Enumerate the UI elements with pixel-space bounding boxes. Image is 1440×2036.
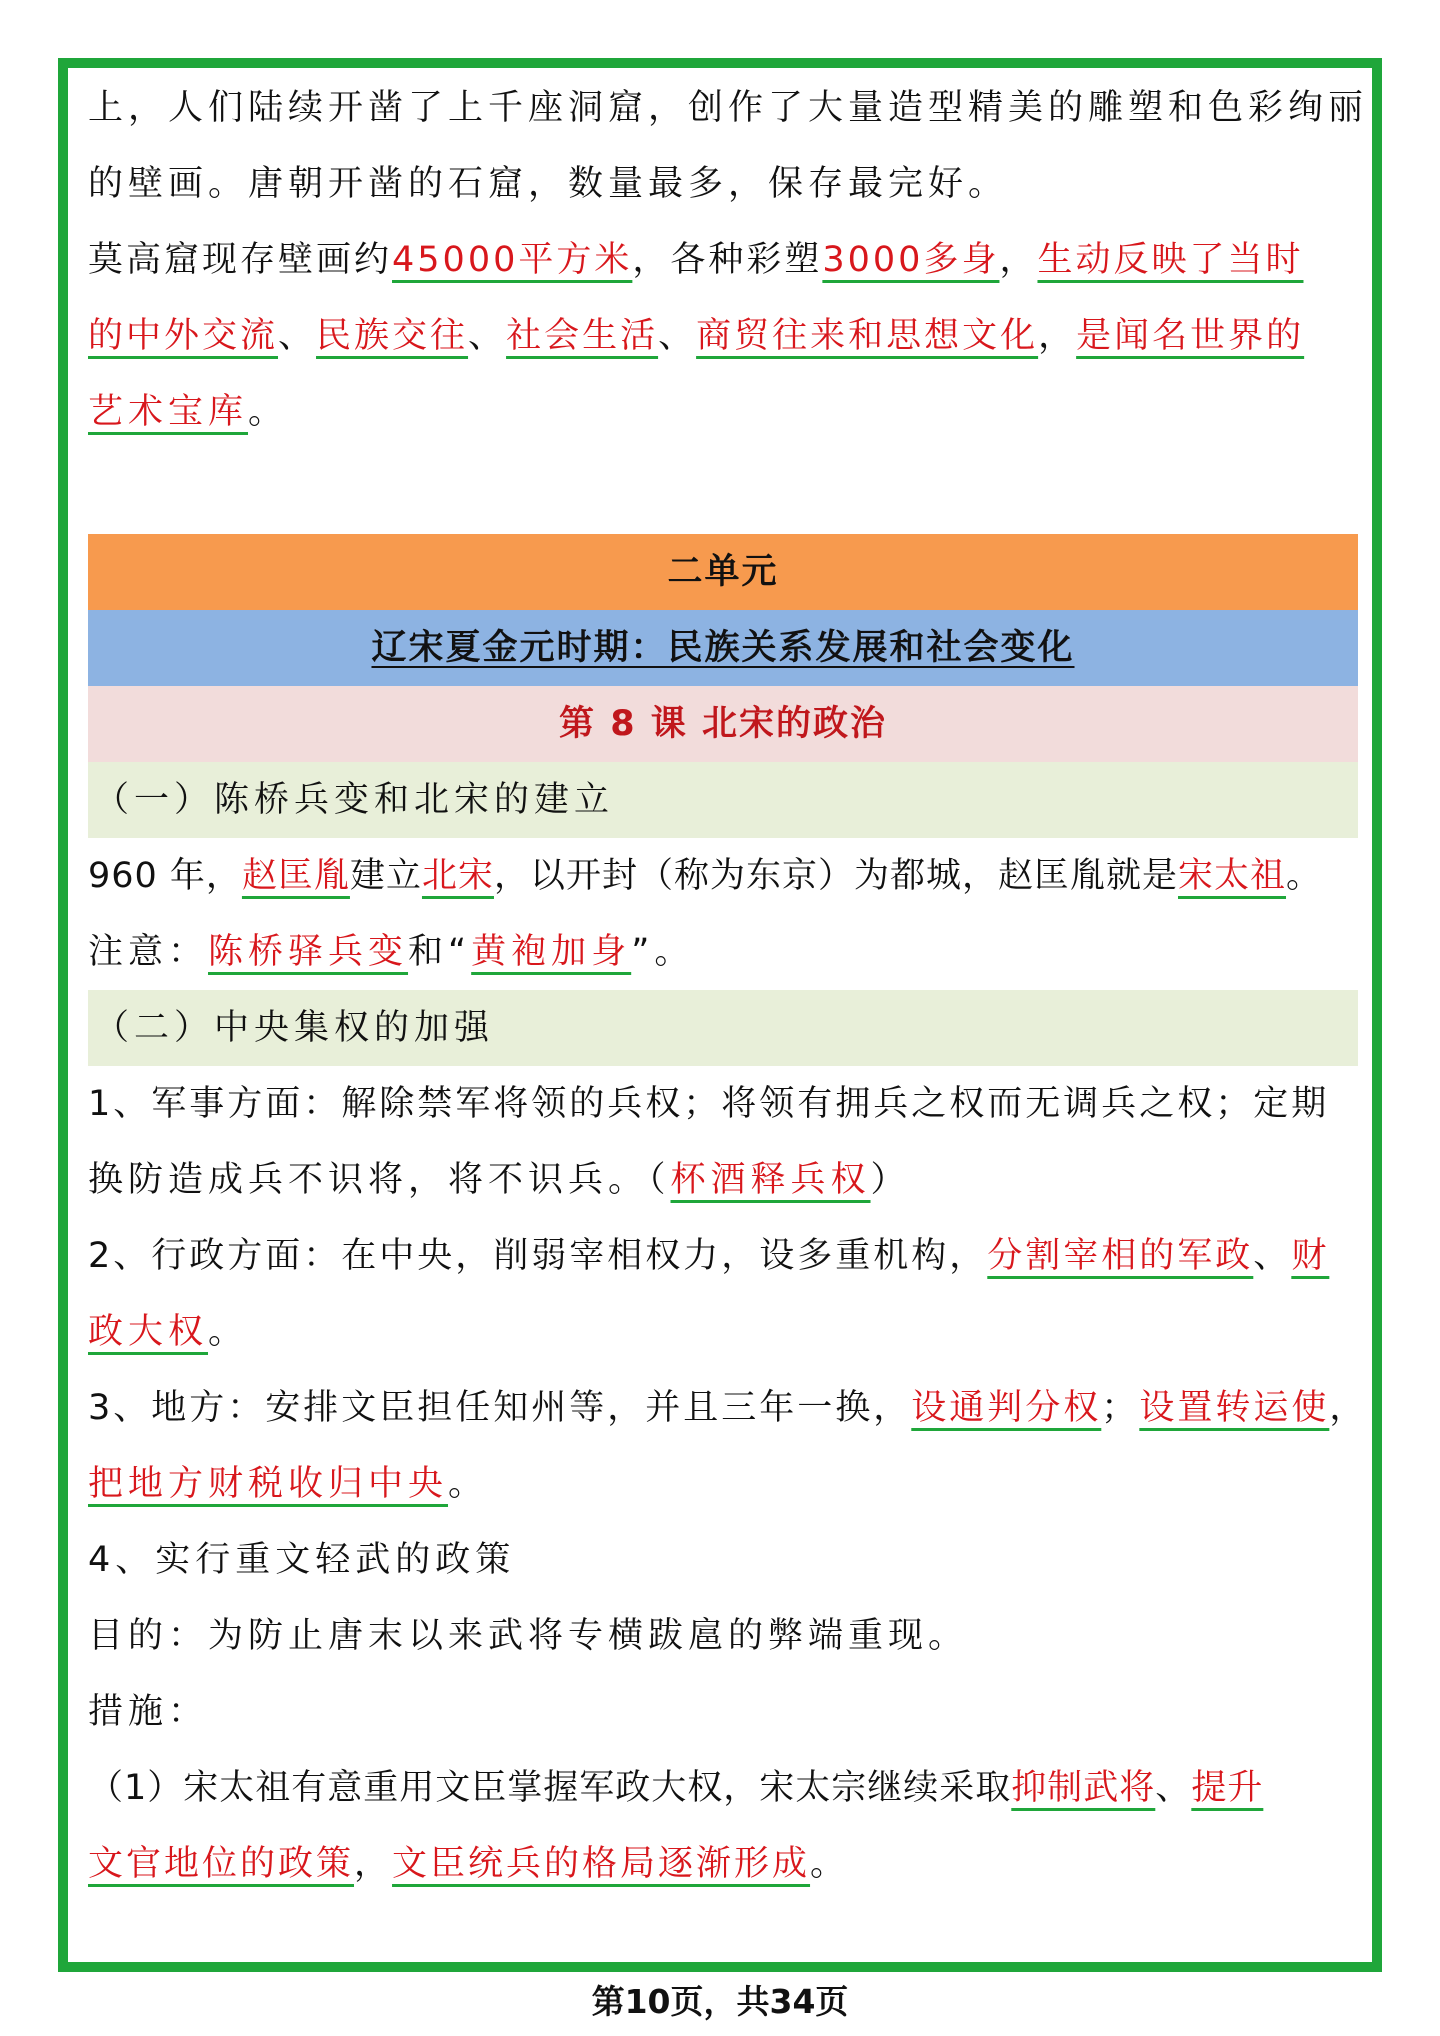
highlight-text: 社会生活 [506,316,659,356]
highlight-text: 民族交往 [316,316,469,356]
policy-measures-label: 措施： [88,1692,209,1732]
highlight-text: 抑制武将 [1011,1768,1156,1808]
mogao-line-2: 的中外交流、民族交往、社会生活、商贸往来和思想文化，是闻名世界的 [88,316,1305,356]
lesson-title: 第 8 课 北宋的政治 [88,686,1358,762]
policy-title: 4、实行重文轻武的政策 [88,1540,516,1580]
local-line-2: 把地方财税收归中央。 [88,1464,489,1504]
highlight-text: 文臣统兵的格局逐渐形成 [392,1844,811,1884]
highlight-text: 提升 [1191,1768,1264,1808]
section-heading-1: （一）陈桥兵变和北宋的建立 [88,762,1358,838]
unit-subtitle: 辽宋夏金元时期：民族关系发展和社会变化 [88,610,1358,686]
section-heading-2: （二）中央集权的加强 [88,990,1358,1066]
highlight-text: 黄袍加身 [471,932,632,972]
highlight-text: 陈桥驿兵变 [208,932,409,972]
page-content [88,70,1369,1902]
founding-line: 960 年，赵匡胤建立北宋，以开封（称为东京）为都城，赵匡胤就是宋太祖。 [88,856,1323,896]
highlight-text: 赵匡胤 [241,856,350,896]
highlight-text: 生动反映了当时 [1037,240,1304,280]
note-line: 注意：陈桥驿兵变和“黄袍加身”。 [88,932,695,972]
unit-title: 二单元 [88,534,1358,610]
highlight-text: 分割宰相的军政 [987,1236,1254,1276]
highlight-text: 设通判分权 [911,1388,1102,1428]
highlight-text: 商贸往来和思想文化 [696,316,1039,356]
page-number: 第10页，共34页 [591,1982,849,2021]
mogao-line-3: 艺术宝库。 [88,392,289,432]
admin-line-2: 政大权。 [88,1312,249,1352]
highlight-text: 艺术宝库 [88,392,249,432]
text-line: 的壁画。唐朝开凿的石窟，数量最多，保存最完好。 [88,164,1009,204]
highlight-text: 把地方财税收归中央 [88,1464,449,1504]
mogao-line-1: 莫高窟现存壁画约45000平方米，各种彩塑3000多身，生动反映了当时 [88,240,1304,280]
highlight-text: 财 [1291,1236,1330,1276]
local-line-1: 3、地方：安排文臣担任知州等，并且三年一换，设通判分权；设置转运使， [88,1388,1368,1428]
highlight-text: 文官地位的政策 [88,1844,355,1884]
military-line-1: 1、军事方面：解除禁军将领的兵权；将领有拥兵之权而无调兵之权；定期 [88,1084,1330,1124]
highlight-text: 北宋 [421,856,494,896]
highlight-text: 设置转运使 [1139,1388,1330,1428]
text-line: 上，人们陆续开凿了上千座洞窟，创作了大量造型精美的雕塑和色彩绚丽 [88,88,1369,128]
measure-line-1: （1）宋太祖有意重用文臣掌握军政大权，宋太宗继续采取抑制武将、提升 [88,1768,1264,1808]
highlight-text: 宋太祖 [1178,856,1287,896]
measure-line-2: 文官地位的政策，文臣统兵的格局逐渐形成。 [88,1844,849,1884]
highlight-text: 3000多身 [822,240,1000,280]
military-line-2: 换防造成兵不识将，将不识兵。（杯酒释兵权） [88,1160,911,1200]
highlight-text: 45000平方米 [392,240,633,280]
highlight-text: 是闻名世界的 [1076,316,1305,356]
highlight-text: 的中外交流 [88,316,279,356]
highlight-text: 杯酒释兵权 [670,1160,871,1200]
admin-line-1: 2、行政方面：在中央，削弱宰相权力，设多重机构，分割宰相的军政、财 [88,1236,1330,1276]
policy-purpose: 目的：为防止唐末以来武将专横跋扈的弊端重现。 [88,1616,969,1656]
highlight-text: 政大权 [88,1312,209,1352]
